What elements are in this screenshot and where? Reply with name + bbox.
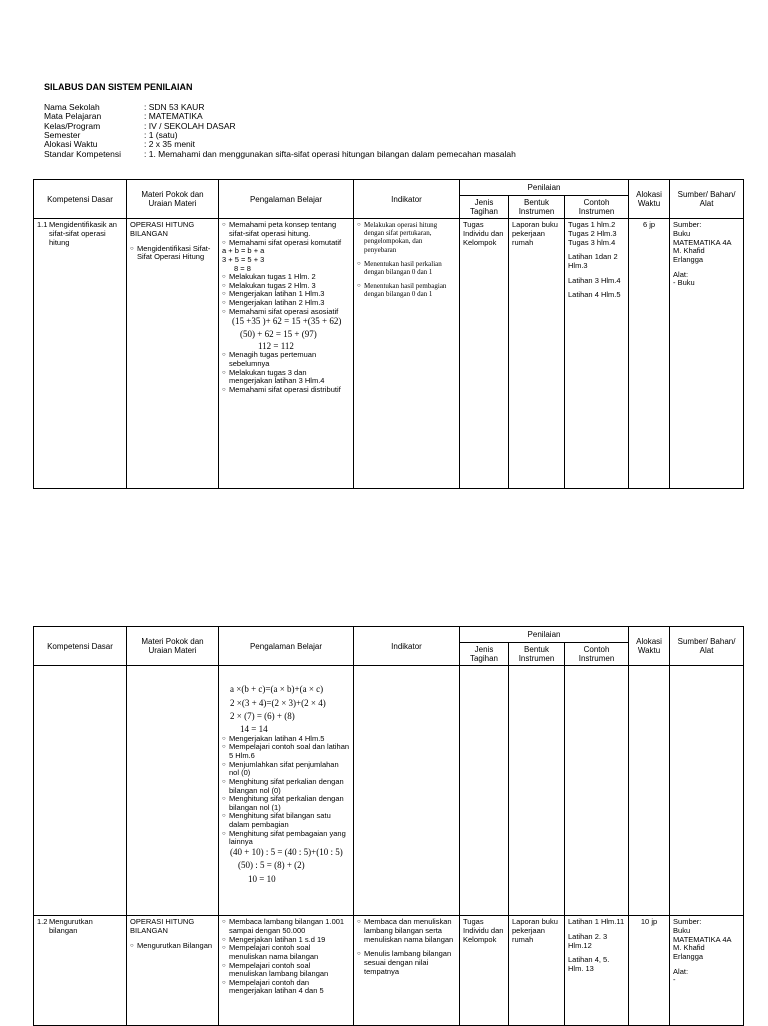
kd-text: Mengidentifikasik an sifat-sifat operasi hitung bbox=[49, 220, 117, 247]
formula-line: (40 + 10) : 5 = (40 : 5)+(10 : 5) bbox=[230, 846, 343, 857]
contoh-item: Tugas 1 hlm.2 bbox=[568, 220, 616, 230]
pengalaman-item: ○ Mempelajari contoh soal menuliskan nama bilangan bbox=[222, 944, 350, 961]
formula-line: 14 = 14 bbox=[240, 724, 268, 735]
jenis-cell bbox=[460, 666, 509, 916]
indikator-cell bbox=[354, 916, 460, 1026]
pengalaman-item: ○ Mengerjakan latihan 1 Hlm.3 bbox=[222, 290, 350, 299]
header-sumber: Sumber/ Bahan/ Alat bbox=[670, 180, 744, 219]
header-bentuk: Bentuk Instrumen bbox=[509, 643, 565, 666]
pengalaman-item: ○ Mengerjakan latihan 4 Hlm.5 bbox=[222, 735, 350, 744]
sumber-cell bbox=[670, 916, 744, 1026]
formula-line: 2 ×(3 + 4)=(2 × 3)+(2 × 4) bbox=[230, 697, 326, 708]
header-indikator: Indikator bbox=[354, 627, 460, 666]
sumber-line: Sumber: bbox=[673, 220, 702, 230]
meta-key: Kelas/Program bbox=[44, 120, 101, 131]
materi-cell bbox=[127, 666, 219, 916]
syllabus-table-page2 bbox=[33, 626, 744, 1026]
kd-number: 1.1 bbox=[37, 220, 48, 230]
header-indikator: Indikator bbox=[354, 180, 460, 219]
pengalaman-item: ○ Membaca lambang bilangan 1.001 sampai dengan 50.000 bbox=[222, 918, 350, 935]
sumber-line: Sumber: bbox=[673, 917, 702, 927]
meta-row bbox=[44, 103, 516, 112]
meta-row bbox=[44, 112, 516, 121]
sumber-line: M. Khafid bbox=[673, 246, 705, 256]
header-bentuk: Bentuk Instrumen bbox=[509, 196, 565, 219]
formula-line: (15 +35 )+ 62 = 15 +(35 + 62) bbox=[232, 316, 342, 327]
sumber-line: Buku bbox=[673, 926, 691, 935]
contoh-item: Tugas 3 hlm.4 bbox=[568, 237, 616, 247]
meta-row bbox=[44, 122, 516, 131]
sumber-line: Erlangga bbox=[673, 254, 704, 264]
pengalaman-item: ○ Memahami sifat operasi asosiatif bbox=[222, 308, 350, 317]
materi-title: OPERASI HITUNG BILANGAN bbox=[130, 917, 195, 935]
indikator-cell bbox=[354, 219, 460, 489]
pengalaman-item: ○ Mempelajari contoh soal dan latihan 5 Hlm.6 bbox=[222, 743, 350, 760]
metadata-block bbox=[44, 103, 516, 159]
meta-value: : IV / SEKOLAH DASAR bbox=[144, 120, 236, 131]
contoh-item: Latihan 1 Hlm.11 bbox=[568, 917, 625, 927]
sumber-line: Erlangga bbox=[673, 951, 704, 961]
contoh-item: Latihan 4 Hlm.5 bbox=[568, 290, 621, 300]
pengalaman-item: ○ Mempelajari contoh soal menuliskan lambang bilangan bbox=[222, 962, 350, 979]
syllabus-table-page1 bbox=[33, 179, 744, 489]
contoh-item: Latihan 4, 5. Hlm. 13 bbox=[568, 955, 610, 973]
jenis-cell: Tugas Individu dan Kelompok bbox=[460, 916, 509, 1026]
contoh-item: Latihan 2. 3 Hlm.12 bbox=[568, 932, 608, 950]
meta-value: : 2 x 35 menit bbox=[144, 139, 196, 150]
formula-line: 2 × (7) = (6) + (8) bbox=[230, 711, 295, 722]
kd-number: 1.2 bbox=[37, 917, 48, 927]
kompetensi-cell bbox=[34, 916, 127, 1026]
indikator-item: ○ Menulis lambang bilangan sesuai dengan nilai tempatnya bbox=[357, 950, 456, 976]
contoh-cell bbox=[565, 916, 629, 1026]
bentuk-cell bbox=[509, 666, 565, 916]
meta-value: : 1 (satu) bbox=[144, 130, 178, 141]
sumber-cell bbox=[670, 219, 744, 489]
header-penilaian: Penilaian bbox=[460, 627, 629, 643]
document-title: SILABUS DAN SISTEM PENILAIAN bbox=[44, 82, 193, 92]
meta-key: Mata Pelajaran bbox=[44, 111, 102, 122]
pengalaman-item: ○ Menghitung sifat pembagaian yang lainnya bbox=[222, 830, 350, 847]
meta-value: : 1. Memahami dan menggunakan sifta-sifat operasi hitungan bilangan dalam pemecahan masalah bbox=[144, 148, 516, 159]
materi-item: ○ Mengurutkan Bilangan bbox=[130, 942, 215, 951]
formula-line: a ×(b + c)=(a × b)+(a × c) bbox=[230, 684, 324, 695]
header-pengalaman: Pengalaman Belajar bbox=[219, 180, 354, 219]
indikator-item: ○ Melakukan operasi hitung dengan sifat pertukaran, pengelompokan, dan penyebaran bbox=[357, 221, 456, 253]
formula-line: 112 = 112 bbox=[258, 340, 294, 351]
header-contoh: Contoh Instrumen bbox=[565, 643, 629, 666]
header-pengalaman: Pengalaman Belajar bbox=[219, 627, 354, 666]
kompetensi-cell bbox=[34, 219, 127, 489]
bentuk-cell: Laporan buku pekerjaan rumah bbox=[509, 219, 565, 489]
pengalaman-item: ○ Mengerjakan latihan 2 Hlm.3 bbox=[222, 299, 350, 308]
header-penilaian: Penilaian bbox=[460, 180, 629, 196]
header-kompetensi: Kompetensi Dasar bbox=[34, 627, 127, 666]
pengalaman-item: ○ Memahami sifat operasi distributif bbox=[222, 386, 350, 395]
materi-cell bbox=[127, 916, 219, 1026]
header-sumber: Sumber/ Bahan/ Alat bbox=[670, 627, 744, 666]
formula-line: 3 + 5 = 5 + 3 bbox=[222, 254, 265, 264]
sumber-line: M. Khafid bbox=[673, 943, 705, 953]
contoh-item: Latihan 1dan 2 Hlm.3 bbox=[568, 252, 618, 270]
sumber-line: Alat: bbox=[673, 269, 689, 279]
meta-key: Nama Sekolah bbox=[44, 102, 100, 112]
alokasi-cell bbox=[629, 666, 670, 916]
materi-cell bbox=[127, 219, 219, 489]
indikator-item: ○ Menentukan hasil pembagian dengan bilangan 0 dan 1 bbox=[357, 282, 456, 298]
header-alokasi: Alokasi Waktu bbox=[629, 180, 670, 219]
header-materi: Materi Pokok dan Uraian Materi bbox=[127, 180, 219, 219]
meta-value: : SDN 53 KAUR bbox=[144, 102, 205, 112]
header-alokasi: Alokasi Waktu bbox=[629, 627, 670, 666]
formula-line: (50) + 62 = 15 + (97) bbox=[240, 328, 317, 339]
sumber-line: - Buku bbox=[673, 278, 695, 288]
contoh-item: Tugas 2 Hlm.3 bbox=[568, 229, 617, 238]
header-kompetensi: Kompetensi Dasar bbox=[34, 180, 127, 219]
contoh-item: Latihan 3 Hlm.4 bbox=[568, 275, 621, 285]
pengalaman-item: ○ Menghitung sifat bilangan satu dalam pembagian bbox=[222, 812, 350, 829]
pengalaman-item: ○ Menghitung sifat perkalian dengan bilangan nol (1) bbox=[222, 795, 350, 812]
pengalaman-item: ○ Melakukan tugas 3 dan mengerjakan latihan 3 Hlm.4 bbox=[222, 369, 350, 386]
header-contoh: Contoh Instrumen bbox=[565, 196, 629, 219]
alokasi-cell: 6 jp bbox=[629, 219, 670, 489]
meta-row bbox=[44, 150, 516, 159]
meta-key: Semester bbox=[44, 130, 81, 141]
formula-line: 10 = 10 bbox=[248, 873, 276, 884]
sumber-line: Buku bbox=[673, 229, 691, 238]
header-materi: Materi Pokok dan Uraian Materi bbox=[127, 627, 219, 666]
formula-line: (50) : 5 = (8) + (2) bbox=[238, 860, 305, 871]
meta-value: : MATEMATIKA bbox=[144, 111, 203, 122]
header-jenis: Jenis Tagihan bbox=[460, 196, 509, 219]
sumber-line: MATEMATIKA 4A bbox=[673, 934, 732, 944]
pengalaman-item: ○ Mempelajari contoh dan mengerjakan latihan 4 dan 5 bbox=[222, 979, 350, 996]
kd-text: Mengurutkan bilangan bbox=[49, 917, 93, 935]
meta-row bbox=[44, 131, 516, 140]
indikator-item: ○ Menentukan hasil perkalian dengan bilangan 0 dan 1 bbox=[357, 260, 456, 276]
contoh-cell bbox=[565, 219, 629, 489]
pengalaman-item: ○ Mengerjakan latihan 1 s.d 19 bbox=[222, 936, 350, 945]
formula-line: 8 = 8 bbox=[234, 263, 251, 273]
pengalaman-item: ○ Memahami peta konsep tentang sifat-sifat operasi hitung. bbox=[222, 221, 350, 238]
pengalaman-cell bbox=[219, 666, 354, 916]
pengalaman-item: ○ Memahami sifat operasi komutatif bbox=[222, 239, 350, 248]
sumber-cell bbox=[670, 666, 744, 916]
pengalaman-item: ○ Menghitung sifat perkalian dengan bilangan nol (0) bbox=[222, 778, 350, 795]
sumber-line: Alat: bbox=[673, 966, 689, 976]
meta-key: Standar Kompetensi bbox=[44, 148, 122, 159]
header-jenis: Jenis Tagihan bbox=[460, 643, 509, 666]
alokasi-cell: 10 jp bbox=[629, 916, 670, 1026]
kompetensi-cell bbox=[34, 666, 127, 916]
pengalaman-cell bbox=[219, 916, 354, 1026]
formula-line: a + b = b + a bbox=[222, 246, 265, 256]
materi-title: OPERASI HITUNG BILANGAN bbox=[130, 220, 195, 238]
jenis-cell: Tugas Individu dan Kelompok bbox=[460, 219, 509, 489]
indikator-cell bbox=[354, 666, 460, 916]
sumber-line: MATEMATIKA 4A bbox=[673, 237, 732, 247]
meta-key: Alokasi Waktu bbox=[44, 139, 98, 150]
pengalaman-item: ○ Melakukan tugas 2 Hlm. 3 bbox=[222, 282, 350, 291]
pengalaman-item: ○ Menjumlahkan sifat penjumlahan nol (0) bbox=[222, 761, 350, 778]
bentuk-cell: Laporan buku pekerjaan rumah bbox=[509, 916, 565, 1026]
pengalaman-item: ○ Menagih tugas pertemuan sebelumnya bbox=[222, 351, 350, 368]
sumber-line: - bbox=[673, 975, 676, 985]
pengalaman-cell bbox=[219, 219, 354, 489]
pengalaman-item: ○ Melakukan tugas 1 Hlm. 2 bbox=[222, 273, 350, 282]
indikator-item: ○ Membaca dan menuliskan lambang bilangan serta menuliskan nama bilangan bbox=[357, 918, 456, 944]
materi-item: ○ Mengidentifikasi Sifat-Sifat Operasi Hitung bbox=[130, 245, 215, 262]
contoh-cell bbox=[565, 666, 629, 916]
